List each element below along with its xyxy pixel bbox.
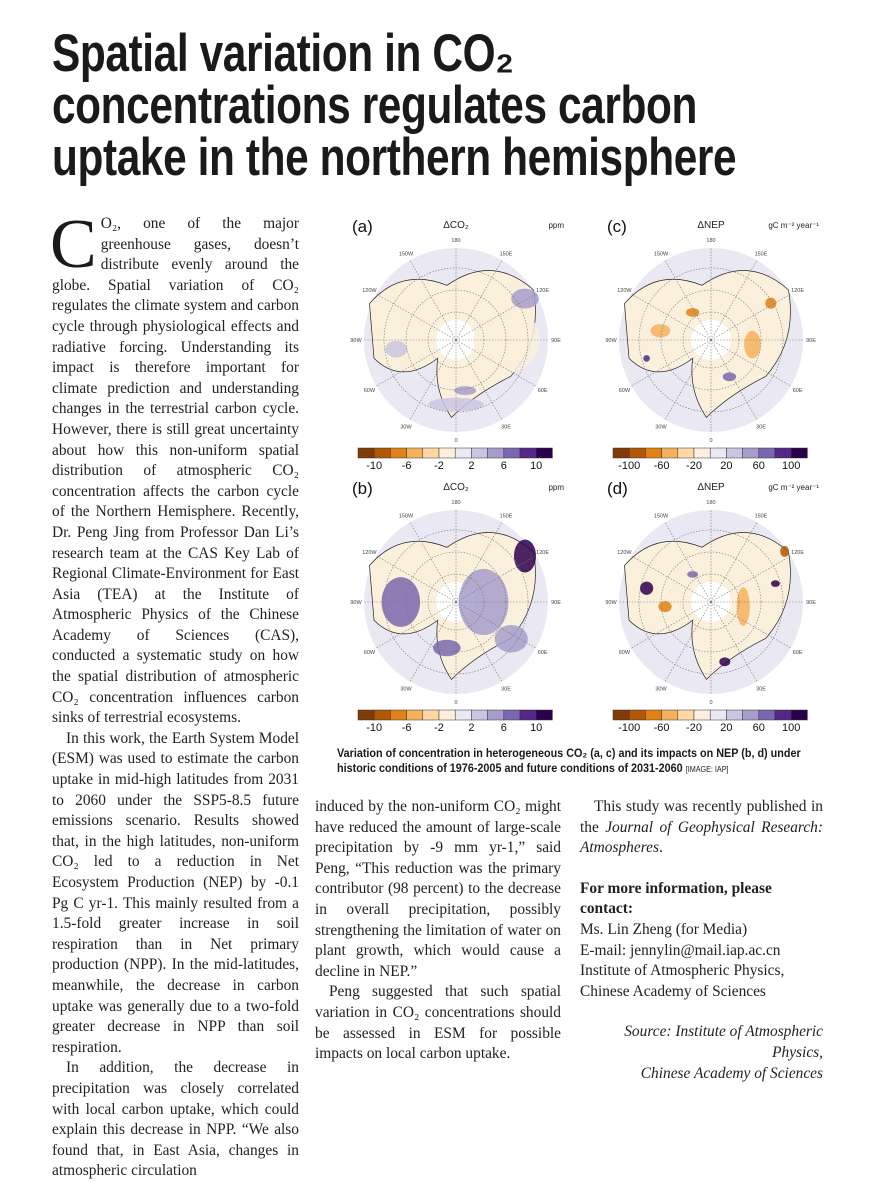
longitude-label: 90W [350,600,362,606]
longitude-label: 90E [806,338,816,344]
colorbar-tick-label: 20 [720,460,733,472]
colorbar-cell [520,448,536,458]
longitude-label: 0 [709,438,713,444]
longitude-label: 0 [709,700,713,706]
colorbar-cell [455,448,471,458]
colorbar-cell [520,710,536,720]
anomaly-region [687,571,698,578]
colorbar-cell [694,710,710,720]
colorbar-cell [439,710,455,720]
colorbar-cell [726,448,742,458]
colorbar-cell [390,710,406,720]
anomaly-region [771,580,780,587]
paragraph: In addition, the decrease in precipitation was closely correlated with local carbon uptake, which could explain this decrease in NPP. “We also found that, in East Asia, changes in atmospheric circulation [52,1059,299,1180]
colorbar-cell [488,710,504,720]
longitude-label: 150W [653,513,669,520]
colorbar-tick-label: 10 [530,460,543,472]
longitude-label: 30W [655,424,667,431]
anomaly-region [433,640,461,657]
title-line: concentrations regulates carbon [52,76,697,135]
contact-line: Chinese Academy of Sciences [580,982,766,1000]
source-line: Source: Institute of Atmospheric Physics, [624,1023,823,1061]
contact-line: Institute of Atmospheric Physics, [580,962,785,980]
colorbar-cell [645,710,661,720]
caption-text: Variation of concentration in heterogeneous CO₂ (a, c) and its impacts on NEP (b, d) under historic conditions of 1976-2005 and future conditions of 2031-2060 [337,746,801,775]
map-panel [605,217,819,472]
paragraph [50,206,299,729]
colorbar-cell [374,710,390,720]
longitude-label: 60W [618,650,631,656]
colorbar-cell [407,448,423,458]
colorbar-cell [678,448,694,458]
longitude-label: 120E [791,288,805,294]
paragraph: induced by the non-uniform CO₂ might have reduced the amount of large-scale precipitation by -9 mm yr-1,” said Peng, “This reduction was the primary contributor (98 percent) to the decrease in overall precipitation, possibly strengthening the limitation of water on plant growth, which would cause a decline in NEP.” [315,798,561,980]
colorbar-tick-label: 60 [752,460,765,472]
longitude-label: 150E [754,251,768,258]
panel-unit: ppm [548,221,564,230]
contact-line: Ms. Lin Zheng (for Media) [580,920,748,938]
longitude-label: 60W [618,388,631,394]
panel-variable: ΔCO₂ [443,482,469,493]
map-panel [350,217,564,472]
source-line: Chinese Academy of Sciences [640,1064,823,1082]
colorbar-cell [471,448,487,458]
colorbar-cell [743,710,759,720]
contact-email[interactable]: E-mail: jennylin@mail.iap.ac.cn [580,941,781,959]
colorbar-cell [439,448,455,458]
colorbar-tick-label: -20 [686,722,702,734]
longitude-label: 60E [537,388,548,394]
longitude-label: 90E [551,600,561,606]
longitude-label: 150W [653,251,669,258]
panel-variable: ΔNEP [697,220,725,231]
longitude-label: 180 [706,500,716,506]
publication-text: This study was recently published in the [580,798,823,836]
colorbar-cell [645,448,661,458]
anomaly-region [744,331,761,359]
longitude-label: 60W [363,388,376,394]
longitude-label: 60E [792,388,803,394]
longitude-label: 150E [754,513,768,520]
drop-cap: C [50,206,97,283]
map-panel [605,479,819,734]
longitude-label: 90W [605,600,617,606]
longitude-label: 120W [617,550,632,556]
title-line: Spatial variation in CO₂ [52,24,514,83]
colorbar-cell [791,448,807,458]
colorbar-tick-label: -60 [653,460,670,472]
panel-unit: ppm [548,483,564,492]
colorbar-cell [775,710,791,720]
colorbar-cell [710,710,726,720]
publication-text: . [658,839,663,857]
longitude-label: 120E [791,550,805,556]
longitude-label: 120E [536,550,550,556]
image-credit: [IMAGE: IAP] [685,765,729,774]
longitude-label: 30W [400,686,412,693]
longitude-label: 90W [605,338,617,344]
longitude-label: 180 [451,238,461,244]
colorbar-cell [504,710,520,720]
colorbar-cell [613,448,629,458]
longitude-label: 120W [617,288,632,294]
anomaly-region [514,539,536,572]
anomaly-region [780,546,789,557]
map-panel [350,479,564,734]
colorbar-cell [629,710,645,720]
colorbar-tick-label: 100 [782,460,801,472]
longitude-label: 60E [792,650,803,656]
colorbar-tick-label: -10 [366,460,383,472]
colorbar-tick-label: -100 [618,460,641,472]
panel-label: (d) [607,479,628,498]
anomaly-region [765,298,776,309]
publication-note [580,797,823,859]
colorbar-cell [629,448,645,458]
panel-unit: gC m⁻² year⁻¹ [768,483,819,492]
longitude-label: 0 [454,700,458,706]
colorbar-cell [407,710,423,720]
colorbar-cell [471,710,487,720]
longitude-label: 120W [362,288,377,294]
article-column-right [580,797,823,1084]
longitude-label: 150E [499,251,513,258]
longitude-label: 60E [537,650,548,656]
anomaly-region [650,324,670,337]
colorbar-cell [455,710,471,720]
panel-label: (c) [607,217,627,236]
contact-heading: For more information, please contact: [580,879,772,918]
colorbar-cell [536,448,552,458]
colorbar-cell [390,448,406,458]
colorbar-cell [759,710,775,720]
figure-caption [337,746,805,777]
colorbar-cell [358,710,374,720]
article-column-left [50,206,299,1182]
colorbar-tick-label: -100 [618,722,641,734]
colorbar-cell [694,448,710,458]
colorbar-cell [759,448,775,458]
panel-label: (a) [352,217,373,236]
colorbar-tick-label: 10 [530,722,543,734]
anomaly-region [640,582,653,595]
paragraph-text: O₂, one of the major greenhouse gases, doesn’t distribute evenly around the globe. Spatial variation of CO₂ regulates the climate system and carbon cycle through physiological effects and radiative forcing. Understanding its impact is therefore important for climate prediction and understanding changes in the terrestrial carbon cycle. However, there is still great uncertainty about how this non-uniform spatial distribution of atmospheric CO₂ concentration affects the carbon cycle of the Northern Hemisphere. Recently, Dr. Peng Jing from Professor Dan Li’s research team at the CAS Key Lab of Regional Climate-Environment for East Asia (TEA) at the Institute of Atmospheric Physics of the Chinese Academy of Sciences (CAS), conducted a systematic study on how the spatial distribution of atmospheric CO₂ concentration influences carbon sinks of terrestrial ecosystems. [52,215,299,727]
colorbar-tick-label: -10 [366,722,383,734]
colorbar-tick-label: -2 [434,460,444,472]
anomaly-region [719,657,730,666]
anomaly-region [737,587,750,626]
panel-label: (b) [352,479,373,498]
colorbar-cell [662,448,678,458]
anomaly-region [454,386,476,395]
journal-name: Journal of Geophysical Research: Atmospheres [580,818,823,857]
longitude-label: 30E [501,686,511,693]
anomaly-region [511,289,539,309]
colorbar-tick-label: 2 [468,722,475,734]
panel-variable: ΔNEP [697,482,725,493]
colorbar-cell [775,448,791,458]
colorbar-cell [743,448,759,458]
colorbar-tick-label: -20 [686,460,702,472]
colorbar-cell [423,710,439,720]
longitude-label: 30E [501,424,511,431]
longitude-label: 180 [706,238,716,244]
longitude-label: 60W [363,650,376,656]
longitude-label: 0 [454,438,458,444]
panel-variable: ΔCO₂ [443,220,469,231]
anomaly-region [385,341,407,358]
longitude-label: 150W [398,251,414,258]
colorbar-tick-label: 2 [468,460,475,472]
colorbar-cell [423,448,439,458]
colorbar-cell [504,448,520,458]
longitude-label: 90E [551,338,561,344]
paragraph: In this work, the Earth System Model (ESM) was used to estimate the carbon uptake in mid-high latitudes from 2031 to 2060 under the SSP5-8.5 future emissions scenario. Results showed that, in the high latitudes, non-uniform CO₂ led to a reduction in Net Ecosystem Production (NEP) by -0.1 Pg C yr-1. This mainly resulted from a 1.5-fold greater increase in soil respiration than in Net primary production (NPP). In the mid-latitudes, meanwhile, the decrease in carbon uptake was generally due to a two-fold greater decrease in NPP than soil respiration. [52,729,299,1056]
anomaly-region [643,355,650,362]
paragraph: Peng suggested that such spatial variation in CO₂ concentrations should be assessed in ESM for possible impacts on local carbon uptake. [315,983,561,1063]
article-title [52,24,852,187]
colorbar-tick-label: -60 [653,722,670,734]
longitude-label: 120E [536,288,550,294]
colorbar-tick-label: 100 [782,722,801,734]
colorbar-cell [710,448,726,458]
colorbar-cell [536,710,552,720]
longitude-label: 90E [806,600,816,606]
colorbar-tick-label: 6 [500,460,507,472]
colorbar-cell [662,710,678,720]
longitude-label: 30E [756,424,766,431]
colorbar-cell [488,448,504,458]
colorbar-cell [613,710,629,720]
article-column-middle [315,797,561,1065]
colorbar-cell [791,710,807,720]
colorbar-tick-label: -6 [401,722,412,734]
longitude-label: 180 [451,500,461,506]
colorbar-cell [358,448,374,458]
title-line: uptake in the northern hemisphere [52,128,737,187]
colorbar-tick-label: 20 [720,722,733,734]
longitude-label: 120W [362,550,377,556]
colorbar-cell [678,710,694,720]
longitude-label: 30E [756,686,766,693]
longitude-label: 30W [400,424,412,431]
panel-unit: gC m⁻² year⁻¹ [768,221,819,230]
colorbar-tick-label: -2 [434,722,444,734]
longitude-label: 30W [655,686,667,693]
anomaly-region [658,601,671,612]
longitude-label: 150E [499,513,513,520]
colorbar-tick-label: -6 [401,460,412,472]
colorbar-tick-label: 60 [752,722,765,734]
colorbar-cell [374,448,390,458]
figure-maps [330,210,840,735]
colorbar-cell [726,710,742,720]
longitude-label: 90W [350,338,362,344]
colorbar-tick-label: 6 [500,722,507,734]
longitude-label: 150W [398,513,414,520]
